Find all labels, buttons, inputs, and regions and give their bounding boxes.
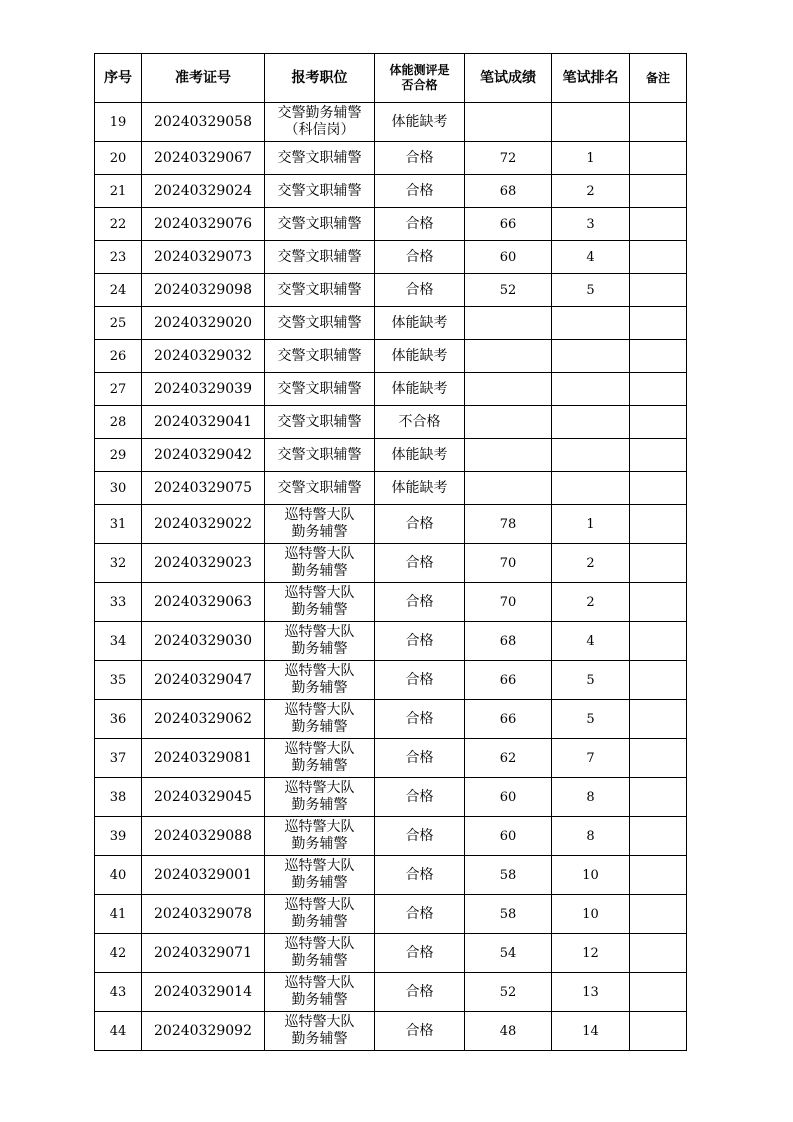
position-line: 巡特警大队 xyxy=(284,507,355,523)
header-position: 报考职位 xyxy=(265,54,375,103)
cell-exam-id: 20240329071 xyxy=(142,934,265,973)
position-line: 勤务辅警 xyxy=(291,602,348,618)
position-line: 巡特警大队 xyxy=(284,975,355,991)
header-exam-id: 准考证号 xyxy=(142,54,265,103)
table-row xyxy=(95,895,687,934)
cell-remark xyxy=(630,307,687,340)
cell-index: 32 xyxy=(95,544,142,583)
cell-fitness: 体能缺考 xyxy=(375,340,465,373)
header-fitness-line1: 体能测评是 xyxy=(389,63,450,77)
cell-index: 41 xyxy=(95,895,142,934)
cell-score: 66 xyxy=(465,661,552,700)
table-row xyxy=(95,472,687,505)
cell-fitness: 合格 xyxy=(375,934,465,973)
cell-index: 22 xyxy=(95,208,142,241)
cell-exam-id: 20240329076 xyxy=(142,208,265,241)
cell-rank xyxy=(552,340,630,373)
cell-score: 60 xyxy=(465,778,552,817)
cell-fitness: 合格 xyxy=(375,583,465,622)
position-line: 巡特警大队 xyxy=(284,702,355,718)
position-line: 交警文职辅警 xyxy=(277,248,362,265)
position-line: 勤务辅警 xyxy=(291,758,348,774)
cell-index: 27 xyxy=(95,373,142,406)
cell-fitness: 合格 xyxy=(375,817,465,856)
cell-rank: 8 xyxy=(552,778,630,817)
cell-position xyxy=(265,505,375,544)
cell-rank: 12 xyxy=(552,934,630,973)
table-row xyxy=(95,622,687,661)
cell-score: 68 xyxy=(465,622,552,661)
position-line: 巡特警大队 xyxy=(284,858,355,874)
cell-position xyxy=(265,973,375,1012)
cell-rank: 13 xyxy=(552,973,630,1012)
cell-index: 23 xyxy=(95,241,142,274)
cell-position xyxy=(265,307,375,340)
position-line: 巡特警大队 xyxy=(284,1014,355,1030)
position-line: 巡特警大队 xyxy=(284,897,355,913)
cell-exam-id: 20240329041 xyxy=(142,406,265,439)
cell-score xyxy=(465,340,552,373)
cell-exam-id: 20240329062 xyxy=(142,700,265,739)
cell-fitness: 合格 xyxy=(375,739,465,778)
position-line: 勤务辅警 xyxy=(291,563,348,579)
cell-index: 33 xyxy=(95,583,142,622)
cell-score xyxy=(465,472,552,505)
cell-exam-id: 20240329067 xyxy=(142,142,265,175)
cell-remark xyxy=(630,739,687,778)
cell-remark xyxy=(630,1012,687,1051)
cell-remark xyxy=(630,544,687,583)
cell-score xyxy=(465,406,552,439)
position-line: 巡特警大队 xyxy=(284,663,355,679)
table-row xyxy=(95,274,687,307)
table-row xyxy=(95,1012,687,1051)
position-line: 交警文职辅警 xyxy=(277,446,362,463)
cell-position xyxy=(265,544,375,583)
cell-exam-id: 20240329092 xyxy=(142,1012,265,1051)
table-row xyxy=(95,505,687,544)
header-fitness-line2: 否合格 xyxy=(401,78,438,92)
cell-score: 70 xyxy=(465,583,552,622)
position-line: 交警文职辅警 xyxy=(277,413,362,430)
cell-exam-id: 20240329022 xyxy=(142,505,265,544)
position-line: 勤务辅警 xyxy=(291,680,348,696)
cell-fitness: 合格 xyxy=(375,175,465,208)
cell-position xyxy=(265,856,375,895)
cell-position xyxy=(265,406,375,439)
cell-index: 29 xyxy=(95,439,142,472)
cell-exam-id: 20240329081 xyxy=(142,739,265,778)
cell-position xyxy=(265,934,375,973)
cell-score: 78 xyxy=(465,505,552,544)
cell-score: 48 xyxy=(465,1012,552,1051)
cell-index: 38 xyxy=(95,778,142,817)
cell-score: 54 xyxy=(465,934,552,973)
cell-exam-id: 20240329073 xyxy=(142,241,265,274)
position-line: 巡特警大队 xyxy=(284,546,355,562)
position-line: 勤务辅警 xyxy=(291,1031,348,1047)
table-row xyxy=(95,583,687,622)
position-line: 交警文职辅警 xyxy=(277,182,362,199)
cell-exam-id: 20240329023 xyxy=(142,544,265,583)
cell-remark xyxy=(630,472,687,505)
cell-index: 37 xyxy=(95,739,142,778)
table-row xyxy=(95,778,687,817)
cell-position xyxy=(265,340,375,373)
cell-fitness: 合格 xyxy=(375,544,465,583)
cell-remark xyxy=(630,856,687,895)
cell-remark xyxy=(630,406,687,439)
position-line: 交警文职辅警 xyxy=(277,479,362,496)
cell-index: 24 xyxy=(95,274,142,307)
cell-fitness: 体能缺考 xyxy=(375,439,465,472)
position-line: 交警文职辅警 xyxy=(277,380,362,397)
table-row xyxy=(95,973,687,1012)
cell-score: 60 xyxy=(465,817,552,856)
cell-score xyxy=(465,307,552,340)
cell-fitness: 体能缺考 xyxy=(375,472,465,505)
cell-rank: 4 xyxy=(552,241,630,274)
cell-rank: 2 xyxy=(552,175,630,208)
cell-exam-id: 20240329039 xyxy=(142,373,265,406)
position-line: 交警文职辅警 xyxy=(277,149,362,166)
cell-rank xyxy=(552,439,630,472)
cell-remark xyxy=(630,175,687,208)
cell-rank xyxy=(552,406,630,439)
table-body xyxy=(95,103,687,1051)
cell-fitness: 合格 xyxy=(375,622,465,661)
header-remark: 备注 xyxy=(630,54,687,103)
cell-position xyxy=(265,583,375,622)
header-score: 笔试成绩 xyxy=(465,54,552,103)
cell-rank: 1 xyxy=(552,142,630,175)
cell-position xyxy=(265,1012,375,1051)
cell-position xyxy=(265,622,375,661)
table-row xyxy=(95,208,687,241)
cell-remark xyxy=(630,934,687,973)
cell-remark xyxy=(630,817,687,856)
cell-exam-id: 20240329032 xyxy=(142,340,265,373)
cell-rank: 2 xyxy=(552,544,630,583)
table-row xyxy=(95,739,687,778)
cell-rank xyxy=(552,307,630,340)
cell-rank: 1 xyxy=(552,505,630,544)
table-row xyxy=(95,340,687,373)
header-index: 序号 xyxy=(95,54,142,103)
cell-index: 20 xyxy=(95,142,142,175)
cell-index: 30 xyxy=(95,472,142,505)
cell-score xyxy=(465,439,552,472)
cell-score: 68 xyxy=(465,175,552,208)
cell-position xyxy=(265,208,375,241)
cell-remark xyxy=(630,505,687,544)
cell-index: 42 xyxy=(95,934,142,973)
cell-position xyxy=(265,700,375,739)
position-line: 交警文职辅警 xyxy=(277,281,362,298)
cell-index: 25 xyxy=(95,307,142,340)
position-line: 巡特警大队 xyxy=(284,741,355,757)
cell-score: 66 xyxy=(465,208,552,241)
cell-score xyxy=(465,373,552,406)
cell-remark xyxy=(630,661,687,700)
cell-rank: 7 xyxy=(552,739,630,778)
cell-remark xyxy=(630,103,687,142)
cell-score: 62 xyxy=(465,739,552,778)
header-fitness xyxy=(375,54,465,103)
cell-exam-id: 20240329030 xyxy=(142,622,265,661)
position-line: 勤务辅警 xyxy=(291,875,348,891)
cell-position xyxy=(265,241,375,274)
table-row xyxy=(95,817,687,856)
cell-index: 35 xyxy=(95,661,142,700)
cell-position xyxy=(265,817,375,856)
position-line: 交警文职辅警 xyxy=(277,314,362,331)
cell-rank xyxy=(552,373,630,406)
cell-fitness: 合格 xyxy=(375,1012,465,1051)
cell-rank xyxy=(552,472,630,505)
cell-exam-id: 20240329001 xyxy=(142,856,265,895)
position-line: 巡特警大队 xyxy=(284,780,355,796)
cell-remark xyxy=(630,778,687,817)
position-line: 勤务辅警 xyxy=(291,992,348,1008)
cell-index: 34 xyxy=(95,622,142,661)
cell-position xyxy=(265,373,375,406)
table-row xyxy=(95,241,687,274)
cell-rank: 5 xyxy=(552,661,630,700)
cell-rank xyxy=(552,103,630,142)
cell-fitness: 合格 xyxy=(375,700,465,739)
cell-position xyxy=(265,103,375,142)
cell-position xyxy=(265,175,375,208)
cell-remark xyxy=(630,622,687,661)
cell-position xyxy=(265,274,375,307)
cell-position xyxy=(265,661,375,700)
cell-rank: 4 xyxy=(552,622,630,661)
cell-fitness: 不合格 xyxy=(375,406,465,439)
position-line: 巡特警大队 xyxy=(284,624,355,640)
cell-position xyxy=(265,778,375,817)
cell-rank: 5 xyxy=(552,274,630,307)
cell-remark xyxy=(630,439,687,472)
cell-score: 70 xyxy=(465,544,552,583)
cell-score: 52 xyxy=(465,274,552,307)
table-row xyxy=(95,142,687,175)
cell-position xyxy=(265,472,375,505)
cell-index: 21 xyxy=(95,175,142,208)
cell-fitness: 合格 xyxy=(375,895,465,934)
cell-exam-id: 20240329098 xyxy=(142,274,265,307)
cell-position xyxy=(265,895,375,934)
cell-score: 58 xyxy=(465,856,552,895)
cell-remark xyxy=(630,373,687,406)
cell-remark xyxy=(630,208,687,241)
cell-remark xyxy=(630,274,687,307)
cell-fitness: 合格 xyxy=(375,274,465,307)
position-line: 巡特警大队 xyxy=(284,585,355,601)
cell-remark xyxy=(630,583,687,622)
cell-fitness: 合格 xyxy=(375,142,465,175)
cell-index: 36 xyxy=(95,700,142,739)
cell-exam-id: 20240329014 xyxy=(142,973,265,1012)
cell-rank: 3 xyxy=(552,208,630,241)
cell-exam-id: 20240329042 xyxy=(142,439,265,472)
cell-rank: 10 xyxy=(552,856,630,895)
cell-remark xyxy=(630,973,687,1012)
position-line: 勤务辅警 xyxy=(291,719,348,735)
position-line: 勤务辅警 xyxy=(291,524,348,540)
cell-position xyxy=(265,439,375,472)
cell-rank: 10 xyxy=(552,895,630,934)
table-row xyxy=(95,406,687,439)
cell-exam-id: 20240329045 xyxy=(142,778,265,817)
cell-score: 58 xyxy=(465,895,552,934)
cell-remark xyxy=(630,241,687,274)
table-row xyxy=(95,661,687,700)
table-row xyxy=(95,307,687,340)
cell-score: 72 xyxy=(465,142,552,175)
cell-exam-id: 20240329078 xyxy=(142,895,265,934)
cell-rank: 8 xyxy=(552,817,630,856)
table-row xyxy=(95,856,687,895)
cell-fitness: 合格 xyxy=(375,778,465,817)
cell-remark xyxy=(630,340,687,373)
table-row xyxy=(95,175,687,208)
position-line: （科信岗） xyxy=(284,122,355,138)
cell-exam-id: 20240329024 xyxy=(142,175,265,208)
position-line: 交警文职辅警 xyxy=(277,347,362,364)
position-line: 交警文职辅警 xyxy=(277,215,362,232)
cell-remark xyxy=(630,142,687,175)
cell-exam-id: 20240329047 xyxy=(142,661,265,700)
cell-fitness: 合格 xyxy=(375,856,465,895)
table-row xyxy=(95,103,687,142)
cell-index: 40 xyxy=(95,856,142,895)
position-line: 勤务辅警 xyxy=(291,953,348,969)
position-line: 巡特警大队 xyxy=(284,936,355,952)
cell-rank: 2 xyxy=(552,583,630,622)
position-line: 勤务辅警 xyxy=(291,797,348,813)
position-line: 勤务辅警 xyxy=(291,836,348,852)
results-table xyxy=(94,53,687,1051)
cell-index: 26 xyxy=(95,340,142,373)
cell-index: 31 xyxy=(95,505,142,544)
cell-fitness: 合格 xyxy=(375,208,465,241)
cell-exam-id: 20240329075 xyxy=(142,472,265,505)
cell-remark xyxy=(630,700,687,739)
cell-rank: 14 xyxy=(552,1012,630,1051)
table-row xyxy=(95,700,687,739)
cell-exam-id: 20240329020 xyxy=(142,307,265,340)
cell-fitness: 体能缺考 xyxy=(375,373,465,406)
position-line: 勤务辅警 xyxy=(291,914,348,930)
cell-fitness: 合格 xyxy=(375,241,465,274)
cell-exam-id: 20240329063 xyxy=(142,583,265,622)
cell-fitness: 合格 xyxy=(375,661,465,700)
cell-exam-id: 20240329088 xyxy=(142,817,265,856)
table-row xyxy=(95,373,687,406)
cell-fitness: 体能缺考 xyxy=(375,103,465,142)
cell-index: 43 xyxy=(95,973,142,1012)
cell-position xyxy=(265,739,375,778)
header-rank: 笔试排名 xyxy=(552,54,630,103)
cell-rank: 5 xyxy=(552,700,630,739)
position-line: 巡特警大队 xyxy=(284,819,355,835)
cell-remark xyxy=(630,895,687,934)
cell-score xyxy=(465,103,552,142)
cell-fitness: 合格 xyxy=(375,505,465,544)
cell-position xyxy=(265,142,375,175)
cell-fitness: 合格 xyxy=(375,973,465,1012)
table-row xyxy=(95,934,687,973)
cell-score: 66 xyxy=(465,700,552,739)
position-line: 交警勤务辅警 xyxy=(277,105,362,121)
cell-score: 52 xyxy=(465,973,552,1012)
position-line: 勤务辅警 xyxy=(291,641,348,657)
cell-index: 19 xyxy=(95,103,142,142)
cell-score: 60 xyxy=(465,241,552,274)
cell-index: 39 xyxy=(95,817,142,856)
cell-index: 28 xyxy=(95,406,142,439)
header-row xyxy=(95,54,687,103)
cell-exam-id: 20240329058 xyxy=(142,103,265,142)
table-row xyxy=(95,544,687,583)
cell-index: 44 xyxy=(95,1012,142,1051)
cell-fitness: 体能缺考 xyxy=(375,307,465,340)
table-row xyxy=(95,439,687,472)
